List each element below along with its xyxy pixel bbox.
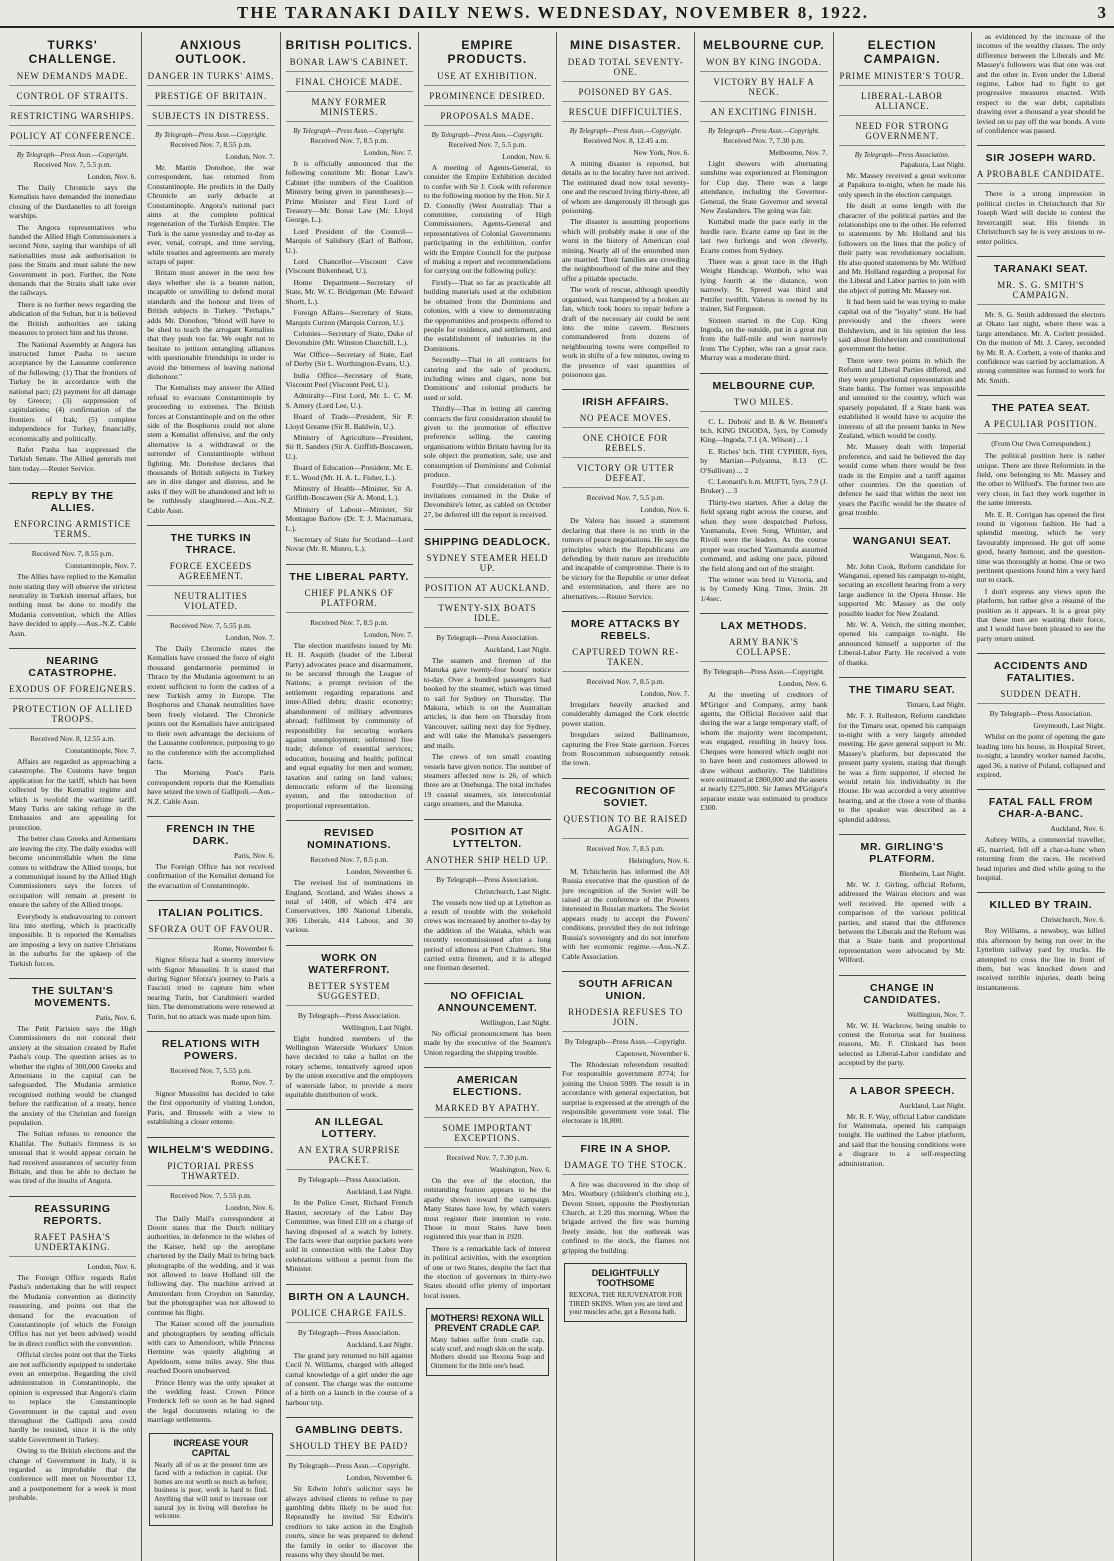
section-headline: THE PATEA SEAT. <box>977 395 1105 414</box>
article-column <box>557 32 695 1561</box>
section-headline: WILHELM'S WEDDING. <box>147 1137 274 1156</box>
article-subheading: DEAD TOTAL SEVENTY-ONE. <box>562 57 689 82</box>
article-column <box>834 32 972 1561</box>
article-paragraph: Foreign Affairs—Secretary of State, Marquis Curzon (Marquis Curzon, U.). <box>285 308 413 327</box>
dateline: Blenheim, Last Night. <box>899 868 966 878</box>
article-paragraph: The political position here is rather unique. There are three Reformists in the field, one belonging to Mr. Massey and the other to Wilford's. The former two are very close, in fact they work together in the same interests. <box>976 451 1105 508</box>
received-time: By Telegraph—Press Association. <box>436 874 539 884</box>
article-paragraph: Kuttabul made the pace early in the hurdle race. Ecarte came up fast in the last two furlongs and won cleverly, Ecarte comes from Sydney. <box>700 217 828 255</box>
article-column <box>419 32 557 1561</box>
section-headline: IRISH AFFAIRS. <box>562 389 689 408</box>
section-subheading: PICTORIAL PRESS THWARTED. <box>147 1161 274 1186</box>
dateline: London, Nov. 6. <box>640 505 690 515</box>
section-subheading: SHOULD THEY BE PAID? <box>286 1441 413 1456</box>
article-paragraph: The better class Greeks and Armenians are leaving the city. The daily exodus will become uncontrollable when the time comes to withdraw the Allied troops, but a communiqué issued by the Allied High Commissioners says the forces of occupation will remain at present to ensure the safety of the Allied troops. <box>9 834 137 910</box>
article-paragraph: Colonies—Secretary of State, Duke of Devonshire (Mr. Winston Churchill, L.). <box>285 328 413 348</box>
dateline: London, Nov. 7. <box>363 148 413 157</box>
advertisement-title: INCREASE YOUR CAPITAL <box>173 1437 249 1458</box>
dateline: Auckland, Last Night. <box>346 1339 413 1349</box>
section-subheading: ONE CHOICE FOR REBELS. <box>562 433 689 458</box>
received-time: By Telegraph—Press Association. <box>297 1175 401 1185</box>
section-headline: LAX METHODS. <box>700 613 827 632</box>
received-time: Received Nov. 7, 8.5 p.m. <box>586 843 665 853</box>
article-paragraph: The seamen and firemen of the Manuka gave twenty-four hours' notice to-day. Over a hundred passengers had booked by the steamer, which was timed to sail for Sydney on Thursday. The Makura, which is on the Australian articles, is due here on Thursday from Vancouver, sailing next day for Sydney, and will take the Manuka's passengers and mails. <box>423 656 551 750</box>
dateline: Capetown, November 6. <box>615 1048 690 1058</box>
article-subheading: PROMINENCE DESIRED. <box>424 91 551 106</box>
article-paragraph: Secretary of State for Scotland—Lord Novar (Mr. R. Munro, L.). <box>285 535 413 554</box>
article-paragraph: I don't express any views upon the platform, but rather give a résumé of the position as it appears. It is a great pity that these men are wasting their force, and I would have been pleased to see the party return united. <box>976 586 1105 643</box>
article-paragraph: Rafet Pasha has suppressed the Turkish Senate. The Allied generals met him today.—Reuter Service. <box>9 444 137 473</box>
article-subheading: PROPOSALS MADE. <box>424 111 551 126</box>
article-paragraph: There was a great race in the High Weight Handicap. Wonboh, who was lying fourth at the distance, won narrowly. St. Spreed was third and Pettifer twelfth. Valerus is owned by its trainer, Sid Ferguson. <box>700 257 828 314</box>
article-paragraph: Firstly—That so far as practicable all building materials used at the exhibition be obtained from the Dominions and colonies, with a view to demonstrating the opportunities and prospects offered to people for residence, and settlement, and the establishment of industries in the Dominions. <box>423 277 551 353</box>
article-headline: MELBOURNE CUP. <box>702 38 825 52</box>
article-subheading: WON BY KING INGODA. <box>700 57 827 72</box>
section-subheading: A PROBABLE CANDIDATE. <box>977 169 1105 184</box>
received-time: Received Nov. 7, 5.5 p.m. <box>586 493 665 503</box>
section-subheading: ENFORCING ARMISTICE TERMS. <box>9 519 136 544</box>
article-paragraph: Board of Education—President, Mr. E. F. L. Wood (Mr. H. A. L. Fisher, L.). <box>285 463 413 482</box>
article-paragraph: C. L. Dubois' and B. & W. Bennett's br.h. KING INGODA, 5yrs, by Comedy King—Ingoda, 7.1 (A. Wilson) ... 1 <box>700 416 828 445</box>
section-headline: NO OFFICIAL ANNOUNCEMENT. <box>424 983 551 1014</box>
article-paragraph: Irregulars seized Ballinamore, capturing the Free State garrison. Forces from Roscommon subsequently retook the town. <box>562 730 690 768</box>
article-subheading: NEED FOR STRONG GOVERNMENT. <box>839 121 966 146</box>
received-time: Received Nov. 7, 5.55 p.m. <box>169 1190 252 1200</box>
press-credit: By Telegraph—Press Assn.—Copyright. <box>293 127 405 135</box>
dateline: London, Nov. 6. <box>502 152 551 161</box>
dateline: London, Nov. 6. <box>225 1202 275 1212</box>
section-headline: WANGANUI SEAT. <box>839 528 966 547</box>
press-credit: By Telegraph—Press Assn.—Copyright. <box>431 131 544 139</box>
article-headline: ELECTION CAMPAIGN. <box>863 38 941 66</box>
article-paragraph: The Allies have replied to the Kemalist note stating they will observe the strictest neutrality in Turkish internal affairs, but nothing must be done to modify the Mudania convention, which the Allies have decided to apply.—Aus.-N.Z. Cable Assn. <box>9 572 137 638</box>
dateline: Helsingfors, Nov. 6. <box>628 855 690 865</box>
section-subheading: BETTER SYSTEM SUGGESTED. <box>286 981 413 1006</box>
dateline: London, Nov. 7. <box>640 689 690 698</box>
section-subheading: VICTORY OR UTTER DEFEAT. <box>562 463 689 488</box>
article-paragraph: On the eve of the election, the outstanding feature appears to be the apathy shown toward the campaign. Many States have low, by which voters must register their intention to vote. Those in most States have been registered this year than in 1920. <box>423 1176 551 1242</box>
section-headline: THE TURKS IN THRACE. <box>147 525 274 556</box>
article-paragraph: Ministry of Health—Minister, Sir A. Griffith-Boscawen (Sir A. Mond, L.). <box>285 484 413 503</box>
section-subheading: QUESTION TO BE RAISED AGAIN. <box>562 814 689 839</box>
dateline: Wanganui, Nov. 6. <box>909 550 966 560</box>
article-subheading: PRIME MINISTER'S TOUR. <box>839 71 966 86</box>
article-paragraph: Mr. Massey dealt with Imperial preference, and said he believed the day would come when there would be free trade in the Empire and a tariff against other countries. On the question of defence he said that within the next ten years the Pacific would be the theatre of great trouble. <box>838 442 966 518</box>
press-credit: By Telegraph—Press Assn.—Copyright. <box>708 127 820 135</box>
received-time: Received Nov. 7, 8.55 p.m. <box>31 549 114 559</box>
article-paragraph: The Kemalists may answer the Allied refusal to evacuate Constantinople by proceeding to extremes. The British forces at Constantinople and on the other side of the Bosphorus could not alone stem a Kemalist offensive, and the only alternative is a withdrawal or the surrender of Constantinople without fighting. Mr. Donohoe declares that thousands of British subjects in Turkey are in dire danger and distress, and he asks if they will be abandoned and left to be ruthlessly slaughtered.—Aus.-N.Z. Cable Assn. <box>147 383 275 515</box>
article-paragraph: In the Police Court, Richard French Baxter, secretary of the Labor Day Committee, was fined £10 on a charge of having disposed of a watch by lottery. The facts were that surprise packets were sold in connection with the Labor Day celebrations without a permit from the Minister. <box>285 1198 413 1274</box>
article-headline: BRITISH POLITICS. <box>285 38 413 52</box>
dateline: Constantinople, Nov. 7. <box>65 746 137 756</box>
article-subheading: NEW DEMANDS MADE. <box>9 71 136 86</box>
advertisement <box>149 1433 272 1526</box>
dateline: Papakura, Last Night. <box>900 160 966 169</box>
article-paragraph: Board of Trade—President, Sir P. Lloyd Greame (Sir R. Baldwin, U.). <box>285 412 413 431</box>
article-paragraph: Roy Williams, a newsboy, was killed this afternoon by being run over in the Lyttelton railway yard by trucks. He attempted to cross the line in front of them, but was knocked down and received terrible injuries, death being instantaneous. <box>976 926 1105 992</box>
article-column <box>972 32 1110 1561</box>
masthead <box>0 0 1114 28</box>
article-paragraph: Mr. W. A. Veitch, the sitting member, opened his campaign to-night. He announced himself a supporter of the Liberal-Labor Party. He received a vote of thanks. <box>838 620 966 667</box>
dateline: Auckland, Last Night. <box>484 645 551 655</box>
page-number: 3 <box>1097 3 1106 22</box>
dateline: Christchurch, Last Night. <box>474 886 551 896</box>
section-subheading: TWENTY-SIX BOATS IDLE. <box>424 603 551 628</box>
article-subheading: RESCUE DIFFICULTIES. <box>562 107 689 122</box>
article-paragraph: He dealt at some length with the character of the political parties and the relationships one to the other. He referred to statements by Mr. Holland and his followers on the lines that the policy of their party was revolutionary socialism. He also quoted statements by Mr. Wilford and Mr. Holland regarding a proposal for the Liberal and Labor parties to join with the object of putting Mr. Massey out. <box>838 201 966 295</box>
article-paragraph: It had been said he was trying to make capital out of the "loyalty" stunt. He had previously and the cheers were Bolshevism, and in his opinion the less said about Bolshevism and constitutional government the better. <box>838 297 966 354</box>
article-paragraph: There is no further news regarding the abdication of the Sultan, but it is believed the British authorities are taking measures to protect him and his throne. <box>9 299 137 338</box>
section-headline: SOUTH AFRICAN UNION. <box>562 971 689 1002</box>
dateline: New York, Nov. 6. <box>633 148 690 157</box>
received-time: Received Nov. 7, 8.5 p.m. <box>310 136 389 145</box>
press-credit: By Telegraph—Press Association. <box>854 151 950 159</box>
article-paragraph: Ministry of Agriculture—President, Sir R. Sanders (Sir A. Griffith-Boscawen, U.). <box>285 432 413 461</box>
received-time: By Telegraph—Press Assn.—Copyright. <box>564 1036 687 1046</box>
dateline: Auckland, Last Night. <box>899 1100 966 1110</box>
newspaper-columns <box>4 32 1110 1559</box>
dateline: Wellington, Last Night. <box>342 1022 413 1032</box>
received-time: Received Nov. 7, 5.55 p.m. <box>169 1066 252 1075</box>
received-time: Received Nov. 7, 8.5 p.m. <box>310 617 389 627</box>
article-paragraph: Mr. Massey received a great welcome at Papakura to-night, when he made his only speech in the election campaign. <box>838 171 966 199</box>
section-headline: RELATIONS WITH POWERS. <box>147 1031 274 1062</box>
dateline: London, Nov. 6. <box>87 172 137 181</box>
section-subheading: A PECULIAR POSITION. <box>977 419 1105 434</box>
dateline: London, Nov. 6. <box>778 679 828 689</box>
article-paragraph: India Office—Secretary of State, Viscount Peel (Viscount Peel, U.). <box>285 370 413 389</box>
article-paragraph: Signor Sforza had a stormy interview with Signor Mussolini. It is stated that during Signor Sforza's journey to Paris a Fascisti tried to capture him when nearing Turin, but Carabinieri warded him. The demonstrations were renewed at Turin, but no attack was made upon him. <box>147 955 275 1021</box>
section-subheading: ARMY BANK'S COLLAPSE. <box>700 637 827 662</box>
dateline: Auckland, Nov. 6. <box>1050 824 1105 834</box>
article-column <box>695 32 833 1561</box>
article-paragraph: Ministry of Labour—Minister, Sir Montague Barlow (Dr. T. J. Macnamara, L.). <box>285 504 413 533</box>
advertisement <box>564 1263 687 1322</box>
article-subheading: FINAL CHOICE MADE. <box>286 77 413 92</box>
received-time: (From Our Own Correspondent.) <box>991 439 1091 449</box>
received-time: By Telegraph—Press Assn.—Copyright. <box>702 667 825 677</box>
section-headline: A LABOR SPEECH. <box>839 1078 966 1097</box>
article-paragraph: The Foreign Office has not received confirmation of the Kemalist demand for the evacuation of Constantinople. <box>147 861 275 890</box>
article-paragraph: as evidenced by the increase of the incomes of the wealthy classes. The only difference between the Liberals and Mr. Massey's followers was that one was out and the other in. Even under the Liberal regime, Labor had to fight to get progressive measures enacted. With respect to the war debt, capitalists drawing over a thousand a year should be levied on to pay off the war bonds. A vote of confidence was passed. <box>976 32 1105 136</box>
dateline: Wellington, Nov. 7. <box>907 1009 966 1019</box>
article-paragraph: War Office—Secretary of State, Earl of Derby (Sir L. Worthington-Evans, U.). <box>285 349 413 369</box>
section-headline: SIR JOSEPH WARD. <box>977 145 1105 164</box>
article-subheading: VICTORY BY HALF A NECK. <box>700 77 827 102</box>
received-time: Received Nov. 8, 12.55 a.m. <box>30 734 116 744</box>
article-subheading: PRESTIGE OF BRITAIN. <box>147 91 274 106</box>
section-subheading: ANOTHER SHIP HELD UP. <box>424 855 551 870</box>
article-paragraph: Mr. R. F. Way, official Labor candidate for Waitemata, opened his campaign tonight. He outlined the Labor platform, and said that the housing conditions were a disgrace to a self-respecting administration. <box>838 1111 966 1168</box>
article-paragraph: Admiralty—First Lord, Mr. L. C. M. S. Amery (Lord Lee, U.). <box>285 391 413 410</box>
dateline: Paris, Nov. 6. <box>95 1012 137 1022</box>
article-paragraph: Mr. Martin Donohoe, the war correspondent, has returned from Constantinople. He predicts in the Daily Chronicle an early debacle at Constantinople. Angora's national pact aims at the complete political regeneration of the Turkish Empire. The Turk is the same yesterday and to-day as ever, venal, corrupt, and time serving, while treaties and agreements are merely scraps of paper. <box>147 163 275 267</box>
article-headline: TURKS' CHALLENGE. <box>28 38 117 66</box>
article-paragraph: Mr. John Cook, Reform candidate for Wanganui, opened his campaign to-night, securing an excellent hearing from a very large audience in the Opera House. He supported Mr. Massey as the only possible leader for New Zealand. <box>838 561 966 618</box>
advertisement-title: DELIGHTFULLY TOOTHSOME <box>591 1268 660 1288</box>
section-subheading: PROTECTION OF ALLIED TROOPS. <box>9 704 136 729</box>
section-subheading: AN EXTRA SURPRISE PACKET. <box>286 1145 413 1170</box>
article-paragraph: The Daily Chronicle states the Kemalists have crossed the force of eight thousand gendarmerie permitted in Thrace by the Mudania agreement to an extent sufficient to form the cadres of a new Turkish army in Europe. The Bosphorus and Chanak neutralities have been freely violated. The Chronicle points out the Kemalists have anticipated to their own advantage the decisions of the Lausanne conference, purposing to go to the conference with the accomplished facts. <box>147 644 275 766</box>
article-subheading: POISONED BY GAS. <box>562 87 689 102</box>
article-paragraph: There is a strong impression in political circles in Christchurch that Sir Joseph Ward will decide to contest the Invercargill seat. His friends in Christchurch say he is very anxious to re-enter politics. <box>976 189 1105 246</box>
article-paragraph: Aubrey Wills, a commercial traveller, 45, married, fell off a char-a-banc when returning from the races. He received head injuries and died while going to the hospital. <box>976 835 1105 882</box>
article-subheading: RESTRICTING WARSHIPS. <box>9 111 136 126</box>
received-time: Received Nov. 7, 8.55 p.m. <box>169 140 252 149</box>
advertisement <box>426 1308 549 1375</box>
section-headline: REVISED NOMINATIONS. <box>286 820 413 851</box>
section-headline: WORK ON WATERFRONT. <box>286 945 413 976</box>
article-paragraph: Mr. W. J. Girling, official Reform, addressed the Wairau electors and was well received. He opened with a comparison of the various political parties, and stated that the difference between the Liberals and the Reform was that a State bank and proportional representation were advocated by Mr. Wilford. <box>838 879 966 965</box>
article-paragraph: Everybody is endeavouring to convert lira into sterling, which is practically impossible. It is reported the Kemalists are imposing a levy on native Christians in the suburbs for the upkeep of the Turkish forces. <box>9 911 137 968</box>
section-subheading: MARKED BY APATHY. <box>424 1103 551 1118</box>
section-headline: BIRTH ON A LAUNCH. <box>286 1284 413 1303</box>
article-paragraph: Mr. F. J. Rolleston, Reform candidate for the Timaru seat, opened his campaign to-night with a very largely attended meeting. He gave general support to Mr. Massey's platform, but deprecated the present party system, stating that though he was a firm supporter, if elected he would retain his individuality in the House. He was accorded a very attentive hearing, and at the close a vote of thanks to the speaker was described as a splendid address. <box>838 711 966 824</box>
section-subheading: CHIEF PLANKS OF PLATFORM. <box>286 588 413 613</box>
section-headline: TARANAKI SEAT. <box>977 256 1105 275</box>
article-paragraph: Thirdly—That in letting all catering contracts the first consideration should be given to the promotion of effective preference selling, the catering organisations within Britain having for its sole object the promotion, sale, use and consumption of Dominions' and Colonial produce. <box>423 404 551 479</box>
article-paragraph: Mr. E. R. Corrigan has opened the first round in vigorous fashion. He had a splendid meeting, which he very favourably impressed. He got off some good, hearty humour, and the question-time was thoroughly at home. One or two pertinent questions found him a very hard nut to crack. <box>976 509 1105 585</box>
section-headline: AMERICAN ELECTIONS. <box>424 1067 551 1098</box>
article-paragraph: The Foreign Office regards Rafet Pasha's undertaking that he will respect the Mudania convention as distinctly reassuring, and points out that the demand for the evacuation of Constantinople (of which the Foreign Office has not yet been advised) would be in direct conflict with the convention. <box>9 1272 137 1348</box>
article-paragraph: The election manifesto issued by Mr. H. H. Asquith (leader of the Liberal Party) advocates peace and disarmament, to be secured through the League of Nations; a prompt revision of the settlement regarding reparations and inter-Allied debts; drastic economy; abandonment of military adventures abroad; fulfilment by community of responsibility for securing workers against unemployment; unfettered free trade; defence of essential services; education, housing and health; political and equal equality for men and women; taxation and rating on land values; democratic reform of the licensing system, and the introduction of proportional representation. <box>285 640 413 810</box>
received-time: Received Nov. 7, 5.55 p.m. <box>169 621 252 631</box>
article-subheading: BONAR LAW'S CABINET. <box>286 57 413 72</box>
dateline: Melbourne, Nov. 7. <box>769 148 828 157</box>
article-paragraph: The disaster is assuming proportions which will probably make it one of the worst in the history of American coal mining. Nearly all of the entombed men are married. Their families are crowding the neighbourhood of the mine and they offer a pitiable spectacle. <box>562 217 690 283</box>
dateline: Rome, November 6. <box>213 944 275 954</box>
article-subheading: AN EXCITING FINISH. <box>700 107 827 122</box>
press-credit: By Telegraph—Press Assn.—Copyright. <box>155 131 267 139</box>
article-paragraph: Britain must answer in the next few days whether she is a beaten nation, incapable or unwilling to defend moral standards and the honour and lives of British subjects in Turkey. "Perhaps," adds Mr. Donohoe, "blood will have to be shed to teach the arrogant Kemalists that they push too far. We ought not to hesitate to jettison entangling alliances with questionable friendships in order to avoid the bitterness of leaving national dishonour." <box>147 268 275 381</box>
newspaper-title: THE TARANAKI DAILY NEWS. WEDNESDAY, NOVEMBER 8, 1922. <box>236 3 869 22</box>
article-headline: ANXIOUS OUTLOOK. <box>175 38 247 66</box>
received-time: Received Nov. 8, 12.45 a.m. <box>583 136 669 145</box>
article-paragraph: Affairs are regarded as approaching a catastrophe. The Customs have begun application for the tariff, which has been collected by the Kemalist regime and which is twofold the wartime tariff. Many Turks are taking refuge in the Embassies and are appealing for protection. <box>9 757 137 832</box>
section-subheading: MR. S. G. SMITH'S CAMPAIGN. <box>977 280 1105 305</box>
article-paragraph: E. Riches' br.h. THE CYPHER, 6yrs, by Martian—Polyanna, 8.13 (C. O'Sullivan) ... 2 <box>700 446 828 475</box>
article-paragraph: C. Leonard's b.m. MUFTI, 5yrs, 7.9 (J. Bruker) ... 3 <box>700 476 828 496</box>
article-column <box>281 32 419 1561</box>
article-headline: MINE DISASTER. <box>569 38 682 52</box>
section-subheading: RHODESIA REFUSES TO JOIN. <box>562 1007 689 1032</box>
article-paragraph: Light showers with alternating sunshine was experienced at Flemington for Cup day. There was a large attendance, including the Governor-General, the State Governor and several New Zealanders. The going was fair. <box>700 159 828 216</box>
advertisement-text: Many babies suffer from cradle cap, scaly scurf, and rough skin on the scalp. Mothers should use Rexona Soap and Ointment for the little one's head. <box>430 1336 544 1371</box>
section-subheading: RAFET PASHA'S UNDERTAKING. <box>9 1232 136 1257</box>
received-time: By Telegraph—Press Association. <box>989 709 1093 719</box>
article-paragraph: There were two points in which the Reform and Liberal Parties differed, and they were proportional representation and State banks. The former was impossible and unsuited to the country, which was sparsely populated. If a State bank was established it would have to acquire the interests of all the present banks in New Zealand, which would be costly. <box>838 355 966 440</box>
received-time: By Telegraph—Press Association. <box>297 1327 401 1337</box>
article-paragraph: The Morning Post's Paris correspondent reports that the Kemalists have seized the town of Gallipoli.—Aus.-N.Z. Cable Assn. <box>147 768 275 806</box>
advertisement-text: Nearly all of us at the present time are faced with a reduction in capital. Our homes are not worth so much as before; business is poor, work is hard to find. Anything that will tend to increase our natural joy in living will therefore be welcome. <box>154 1460 268 1521</box>
section-headline: CHANGE IN CANDIDATES. <box>839 975 966 1006</box>
article-paragraph: A meeting of Agents-General, to consider the Empire Exhibition decided to confer with Sir J. Cook with reference to the following motion by the Hon. Sir J. D. Connolly (West Australia): That a committee, consisting of High Commissioners, Agents-General and representatives of Colonial Governments participating in the exhibition, confer with the Empire Council for the purpose of making a report and recommendations for carrying out the following policy: <box>423 163 551 276</box>
received-time: Received Nov. 7, 7.30 p.m. <box>446 1153 529 1162</box>
section-headline: AN ILLEGAL LOTTERY. <box>286 1109 413 1140</box>
dateline: Rome, Nov. 7. <box>231 1078 275 1087</box>
article-paragraph: The Angora representatives who handed the Allied High Commissioners a second Note, saying that warships of all nationalities must ask authorisation to pass the Straits and must salute the new Government in port. Further, the Note demands that the Straits shall take over the railways. <box>9 222 137 298</box>
article-subheading: DANGER IN TURKS' AIMS. <box>147 71 274 86</box>
article-subheading: LIBERAL-LABOR ALLIANCE. <box>839 91 966 116</box>
article-paragraph: The Daily Mail's correspondent at Doorn states that the Dutch military authorities, in deference to the wishes of the Kaiser, held up the aeroplane chartered by the Daily Mail to bring back photographs of the wedding, and it was not allowed to leave Holland till the following day. The machine arrived at Amsterdam from Croydon on Saturday, but the photographer was not allowed to continue his flight. <box>147 1213 275 1317</box>
article-subheading: CONTROL OF STRAITS. <box>9 91 136 106</box>
article-subheading: POLICY AT CONFERENCE. <box>9 131 136 146</box>
article-paragraph: Official circles point out that the Turks are not sufficiently equipped to undertake even an enterprise. Regarding the civil administration in Constantinople, the opinion is expressed that Angora's claim to replace the Constantinople Government in the capital and even throughout the Gallipoli area could hardly be resisted, since it is the only stable Government in Turkey. <box>9 1350 137 1444</box>
dateline: Paris, Nov. 6. <box>233 850 275 860</box>
advertisement-title: MOTHERS! REXONA WILL PREVENT CRADLE CAP. <box>430 1313 544 1334</box>
section-subheading: POSITION AT AUCKLAND. <box>424 583 551 598</box>
section-headline: FIRE IN A SHOP. <box>562 1136 689 1155</box>
article-column <box>4 32 142 1561</box>
received-time: Received Nov. 7, 5.5 p.m. <box>33 160 112 169</box>
article-paragraph: Signor Mussolini has decided to take the first opportunity of visiting London, Paris, and Brussels with a view to establishing a closer entente. <box>147 1089 275 1127</box>
dateline: Constantinople, Nov. 7. <box>65 561 137 571</box>
section-subheading: DAMAGE TO THE STOCK. <box>562 1160 689 1175</box>
article-paragraph: The Daily Chronicle says the Kemalists have demanded the immediate closing of the Dardanelles to all foreign warships. <box>9 183 137 221</box>
article-paragraph: There is a remarkable lack of interest in political activities, with the exception of one or two States, despite the fact that the election of governors in thirty-two States should offer plenty of important local issues. <box>423 1243 551 1300</box>
article-paragraph: Lord Chancellor—Viscount Cave (Viscount Birkenhead, U.). <box>285 257 413 276</box>
section-headline: NEARING CATASTROPHE. <box>9 648 136 679</box>
article-paragraph: The winner was bred in Victoria, and is by Comedy King. Time, 3min. 28 1/4sec. <box>700 575 828 603</box>
dateline: Timaru, Last Night. <box>906 700 966 710</box>
article-paragraph: The vessels now tied up at Lyttelton as a result of trouble with the stokehold crews was increased by another to-day by the addition of the Waiaka, which was recently recommissioned after a long period of idleness at Port Chalmers. She carried extra firemen, and it is alleged one fireman deserted. <box>423 897 551 973</box>
dateline: Greymouth, Last Night. <box>1033 721 1105 731</box>
section-subheading: NEUTRALITIES VIOLATED. <box>147 591 274 616</box>
received-time: By Telegraph—Press Assn.—Copyright. <box>288 1461 411 1471</box>
article-paragraph: The grand jury returned no bill against Cecil N. Williams, charged with alleged carnal knowledge of a girl under the age of consent. The charge was the outcome of a birth on a launch in the course of a harbour trip. <box>285 1350 413 1407</box>
section-subheading: POLICE CHARGE FAILS. <box>286 1308 413 1323</box>
dateline: London, Nov. 7. <box>225 633 275 643</box>
article-paragraph: Prince Henry was the only speaker at the wedding feast. Crown Prince Frederick left so soon as he had signed the legal documents relating to the marriage settlements. <box>147 1377 275 1425</box>
article-paragraph: Home Department—Secretary of State, Mr. W. C. Bridgeman (Mr. Edward Shortt, L.). <box>285 277 413 306</box>
dateline: Auckland, Last Night. <box>346 1187 413 1197</box>
article-headline: EMPIRE PRODUCTS. <box>447 38 528 66</box>
section-subheading: CAPTURED TOWN RE-TAKEN. <box>562 647 689 672</box>
article-paragraph: It is officially announced that the following constitute Mr. Bonar Law's Cabinet (the numbers of the Coalition Ministry being given in parentheses):—Prime Minister and First Lord of Treasury—Mr. Bonar Law (Mr. Lloyd George, L.). <box>285 159 413 225</box>
article-paragraph: At the meeting of creditors of M'Grigor and Company, army bank agents, the Official Receiver said that during the war a large temporary staff, of whom the majority were incompetent, was engaged, resulting in heavy loss. Cheques were honored which ought not to have been and customers allowed to draw without authority. The liabilities were estimated at £800,000 and the assets at nearly £275,000. Sir James M'Grigor's separate estate was estimated to produce £300. <box>700 690 828 813</box>
article-paragraph: The revised list of nominations in England, Scotland, and Wales shows a total of 1408, of which 474 are Conservatives, 180 National Liberals, 306 Liberals, 414 Labour, and 30 various. <box>285 878 413 935</box>
section-subheading: SFORZA OUT OF FAVOUR. <box>147 924 274 939</box>
section-headline: FATAL FALL FROM CHAR-A-BANC. <box>977 789 1105 820</box>
article-paragraph: De Valera has issued a statement declaring that there is no truth in the rumors of peace negotiations. He says the principles which the Republicans are defending by their nature are irreducible and incapable of compromise. There is to be victory for the Republic or utter defeat and extermination, and there are no alternatives.—Reuter Service. <box>562 516 690 601</box>
section-subheading: SUDDEN DEATH. <box>977 689 1105 704</box>
section-headline: MR. GIRLING'S PLATFORM. <box>839 834 966 865</box>
section-subheading: TWO MILES. <box>700 397 827 412</box>
section-subheading: SYDNEY STEAMER HELD UP. <box>424 553 551 578</box>
dateline: London, Nov. 6. <box>87 1261 137 1271</box>
section-headline: THE LIBERAL PARTY. <box>286 564 413 583</box>
article-subheading: MANY FORMER MINISTERS. <box>286 97 413 122</box>
article-paragraph: Sixteen started in the Cup. King Ingoda, on the outside, put in a great run from the half-mile and won narrowly from The Cypher, who ran a great race. Murray was a moderate third. <box>700 315 828 363</box>
section-headline: FRENCH IN THE DARK. <box>147 816 274 847</box>
press-credit: By Telegraph—Press Assn.—Copyright. <box>569 127 682 135</box>
article-paragraph: Fourthly—That consideration of the invitations contained in the Duke of Devonshire's letter, as cabled on October 27, be deferred till the report is received. <box>423 481 551 519</box>
article-paragraph: Irregulars heavily attacked and considerably damaged the Cork electric power station. <box>562 700 690 728</box>
article-paragraph: Lord President of the Council—Marquis of Salisbury (Earl of Balfour, U.). <box>285 226 413 255</box>
received-time: Received Nov. 7, 5.5 p.m. <box>448 140 527 149</box>
section-subheading: EXODUS OF FOREIGNERS. <box>9 684 136 699</box>
article-paragraph: Eight hundred members of the Wellington Waterside Workers' Union have decided to take a ballot on the rotary scheme, tentatively agreed upon by the union executive and the employers of waterside labor, to provide a more equitable distribution of work. <box>285 1033 413 1100</box>
article-paragraph: The Sultan refuses to renounce the Khalifat. The Sultan's firmness is so unusual that it would appear certain he had received assurances of security from Britain, and thus be able to declare he was tired of the insults of Angora. <box>9 1129 137 1186</box>
article-paragraph: Mr. W. H. Wackrow, being unable to contest the Rotorua seat for business reasons, Mr. F. Clinkard has been selected as Liberal-Labor candidate and accepted by the party. <box>838 1020 966 1068</box>
section-subheading: NO PEACE MOVES. <box>562 413 689 428</box>
article-subheading: USE AT EXHIBITION. <box>424 71 551 86</box>
section-headline: ITALIAN POLITICS. <box>147 900 274 919</box>
section-headline: ACCIDENTS AND FATALITIES. <box>977 653 1105 684</box>
article-paragraph: The work of rescue, although speedily organised, was hampered by a broken air fan, which took hours to repair before a draft of the necessary air could be sent into the mine cavern. Rescuers commandeered from dozens of neighbouring towns were compelled to work in shifts of a few minutes, owing to the presence of vast quantities of poisonous gas. <box>562 285 690 379</box>
section-headline: GAMBLING DEBTS. <box>286 1417 413 1436</box>
press-credit: By Telegraph—Press Assn.—Copyright. <box>16 151 129 159</box>
article-paragraph: The Kaiser scored off the journalists and photographers by sending officials with cars to Amersfoort, while Princess Hermine was quietly alighting at Apeldoorn, some miles away. She thus reached Doorn unobserved. <box>147 1319 275 1376</box>
article-paragraph: A mining disaster is reported, but details as to the locality have not arrived. The estimated dead now total seventy-one and the rescued living thirty-three, all of whom are dangerously ill through gas poisoning. <box>562 159 690 216</box>
section-headline: THE TIMARU SEAT. <box>839 677 966 696</box>
section-headline: RECOGNITION OF SOVIET. <box>562 778 689 809</box>
article-paragraph: The Rhodesian referendum resulted: For responsible government 8774; for joining the Union 5989. The result is in accordance with general expectation, but surprise is expressed at the strength of the responsible government vote total. The electorate is 18,800. <box>562 1059 690 1126</box>
received-time: By Telegraph—Press Association. <box>297 1010 401 1020</box>
dateline: London, November 6. <box>346 867 413 877</box>
received-time: Received Nov. 7, 8.5 p.m. <box>310 855 389 865</box>
advertisement-text: REXONA, THE REJUVENATOR FOR TIRED SKINS. When you are tired and your muscles ache, get a Rexona bath. <box>569 1291 683 1317</box>
dateline: London, November 6. <box>346 1473 413 1483</box>
article-paragraph: The crews of ten small coasting vessels have given notice. The number of steamers affected now is 26, of which three are at Onehunga. The total includes 19 coastal steamers, six intercolonial cargo steamers, and the Manuka. <box>423 752 551 809</box>
section-headline: SHIPPING DEADLOCK. <box>424 529 551 548</box>
article-subheading: SUBJECTS IN DISTRESS. <box>147 111 274 126</box>
dateline: London, Nov. 7. <box>363 629 413 639</box>
article-paragraph: Secondly—That in all contracts for catering and the sale of products, including wines and cigars, none but Dominions' and colonial products be used or sold. <box>423 355 551 402</box>
received-time: Received Nov. 7, 7.30 p.m. <box>722 136 805 145</box>
article-paragraph: Sir Edwin John's solicitor says he always advised clients to refuse to pay gambling debts likely to be sued for. Repeatedly he invited Sir Edwin's creditors to take action in the English courts, since he was prepared to defend the family in order to discover the reasons why they should be met. <box>285 1484 413 1559</box>
article-paragraph: A fire was discovered in the shop of Mrs. Westbury (children's clothing etc.), Devon Street, opposite the Presbyterian Church, at 1.20 this morning. When the brigade arrived the fire was burning freely inside, but the outbreak was confined to the stock, the flames not gripping the building. <box>562 1179 690 1255</box>
section-headline: MORE ATTACKS BY REBELS. <box>562 611 689 642</box>
dateline: Wellington, Last Night. <box>480 1017 551 1027</box>
section-subheading: SOME IMPORTANT EXCEPTIONS. <box>424 1123 551 1148</box>
article-paragraph: The National Assembly at Angora has instructed Ismet Pasha to secure acceptance by the Lausanne conference of the following: (1) That the frontiers of Turkey be in accordance with the national pact; (2) payment for all damage by Greece; (3) suppression of capitulations; (4) confirmation of the frontiers of Irak; (5) complete independence for Turkey, financially, economically and politically. <box>9 339 137 443</box>
article-paragraph: Owing to the British elections and the change of Government in Italy, it is regarded as improbable that the conference will meet on November 13, and a postponement for a week is most probable. <box>9 1446 137 1503</box>
article-paragraph: M. Tchitcherin has informed the All Russia executive that the question of de jure recognition of the Soviet will be raised at the conference of the Powers interested in Russian markets. The Soviet appears ready to accept the Powers' conditions, provided they do not infringe Russia's sovereignty and do not interfere with her economic regime.—Aus.-N.Z. Cable Association. <box>562 866 690 961</box>
received-time: By Telegraph—Press Association. <box>436 633 539 643</box>
article-paragraph: The Petit Parisien says the High Commissioners do not conceal their anxiety at the situation created by Rafet Pasha's coup. The question arises as to whether the rights of 300,000 Greeks and Armenians in the capital can be safeguarded. The Mudania armistice recognised nothing would be changed before the ratification of a treaty, hence the anxiety of the Christian and foreign population. <box>9 1023 137 1128</box>
dateline: London, Nov. 7. <box>225 152 275 161</box>
section-headline: MELBOURNE CUP. <box>700 373 827 392</box>
section-headline: REPLY BY THE ALLIES. <box>9 483 136 514</box>
article-paragraph: Mr. S. G. Smith addressed the electors at Okato last night, where there was a large attendance. Mr. A. Corlett presided. On the motion of Mr. J. Carey, seconded by Mr. R. A. Corbett, a vote of thanks and confidence was carried by acclamation. A strong committee was formed to work for Mr. Smith. <box>976 309 1105 385</box>
article-paragraph: Whilst on the point of opening the gate leading into his house, in Hospital Street, to-night, a laundry worker named Jacobs, aged 36, a native of Poland, collapsed and expired. <box>976 732 1105 779</box>
article-column <box>142 32 280 1561</box>
section-headline: THE SULTAN'S MOVEMENTS. <box>9 978 136 1009</box>
dateline: Washington, Nov. 6. <box>489 1165 551 1174</box>
section-headline: REASSURING REPORTS. <box>9 1196 136 1227</box>
section-headline: POSITION AT LYTTELTON. <box>424 819 551 850</box>
section-headline: KILLED BY TRAIN. <box>977 892 1105 911</box>
section-subheading: FORCE EXCEEDS AGREEMENT. <box>147 561 274 586</box>
article-paragraph: Thirty-two starters. After a delay the field sprang right across the course, and when they were despatched Purloss, Yaumanula, Even Song, Whittier, and Rivoli were the leaders. As the course proper was reached Yaumanula assumed command, and asking one pace, piloted the field along and out of the straight. <box>700 497 828 573</box>
received-time: Received Nov. 7, 8.5 p.m. <box>586 677 665 686</box>
article-paragraph: No official pronouncement has been made by the executive of the Seamen's Union regarding the shipping trouble. <box>423 1028 551 1057</box>
dateline: Christchurch, Nov. 6. <box>1040 915 1105 925</box>
